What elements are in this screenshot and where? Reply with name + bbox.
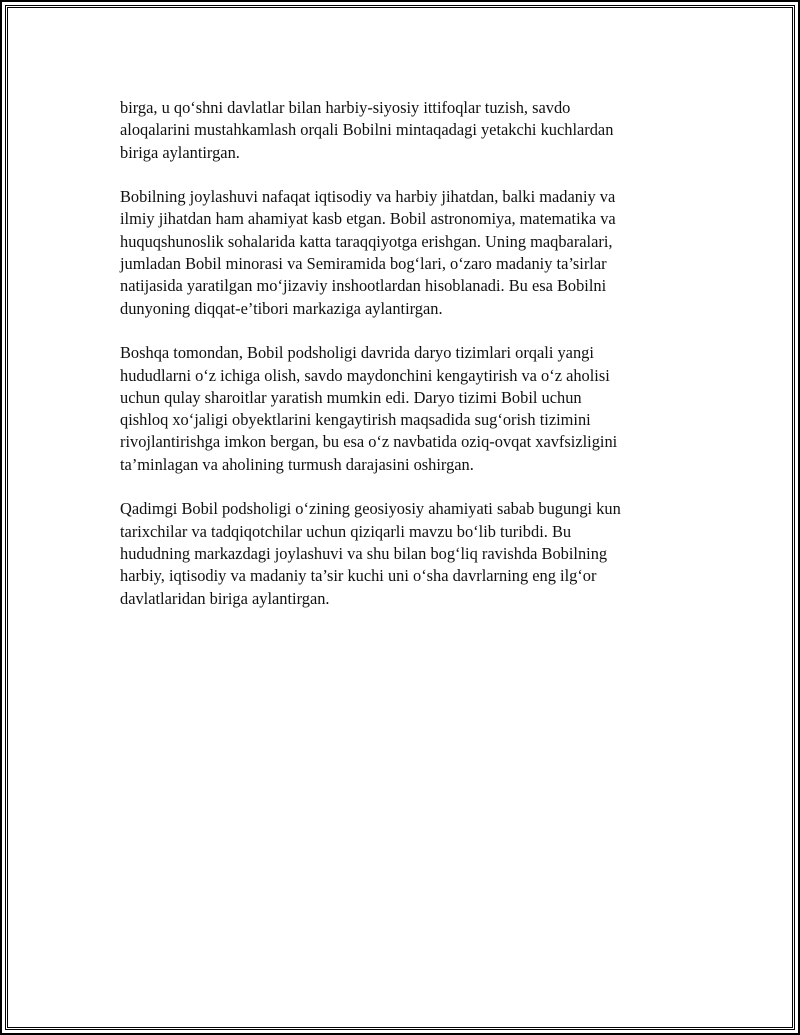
text-line: harbiy, iqtisodiy va madaniy ta’sir kuchi uni o‘sha davrlarning eng ilg‘or	[120, 566, 597, 586]
paragraph-2	[120, 186, 690, 320]
text-line: dunyoning diqqat-e’tibori markaziga aylantirgan.	[120, 298, 443, 318]
text-line: Qadimgi Bobil podsholigi o‘zining geosiyosiy ahamiyati sabab bugungi kun	[120, 499, 621, 519]
text-line: qishloq xo‘jaligi obyektlarini kengaytirish maqsadida sug‘orish tizimini	[120, 410, 591, 430]
text-line: uchun qulay sharoitlar yaratish mumkin edi. Daryo tizimi Bobil uchun	[120, 387, 582, 407]
text-line: ta’minlagan va aholining turmush darajasini oshirgan.	[120, 454, 474, 474]
text-line: hududlarni o‘z ichiga olish, savdo maydonchini kengaytirish va o‘z aholisi	[120, 365, 610, 385]
text-line: Boshqa tomondan, Bobil podsholigi davrida daryo tizimlari orqali yangi	[120, 343, 594, 363]
text-line: jumladan Bobil minorasi va Semiramida bog‘lari, o‘zaro madaniy ta’sirlar	[120, 254, 607, 274]
text-line: biriga aylantirgan.	[120, 142, 240, 162]
text-line: aloqalarini mustahkamlash orqali Bobilni mintaqadagi yetakchi kuchlardan	[120, 120, 614, 140]
text-line: davlatlaridan biriga aylantirgan.	[120, 588, 330, 608]
paragraph-1	[120, 97, 690, 164]
text-line: tarixchilar va tadqiqotchilar uchun qiziqarli mavzu bo‘lib turibdi. Bu	[120, 521, 572, 541]
text-line: Bobilning joylashuvi nafaqat iqtisodiy va harbiy jihatdan, balki madaniy va	[120, 187, 616, 207]
text-line: rivojlantirishga imkon bergan, bu esa o‘z navbatida oziq-ovqat xavfsizligini	[120, 432, 618, 452]
text-line: ilmiy jihatdan ham ahamiyat kasb etgan. Bobil astronomiya, matematika va	[120, 209, 616, 229]
text-line: natijasida yaratilgan mo‘jizaviy inshootlardan hisoblanadi. Bu esa Bobilni	[120, 276, 607, 296]
paragraph-3	[120, 342, 690, 476]
paragraph-4	[120, 498, 690, 609]
text-line: huquqshunoslik sohalarida katta taraqqiyotga erishgan. Uning maqbaralari,	[120, 231, 613, 251]
document-body	[120, 97, 690, 632]
text-line: birga, u qo‘shni davlatlar bilan harbiy-siyosiy ittifoqlar tuzish, savdo	[120, 98, 571, 117]
text-line: hududning markazdagi joylashuvi va shu bilan bog‘liq ravishda Bobilning	[120, 543, 608, 563]
